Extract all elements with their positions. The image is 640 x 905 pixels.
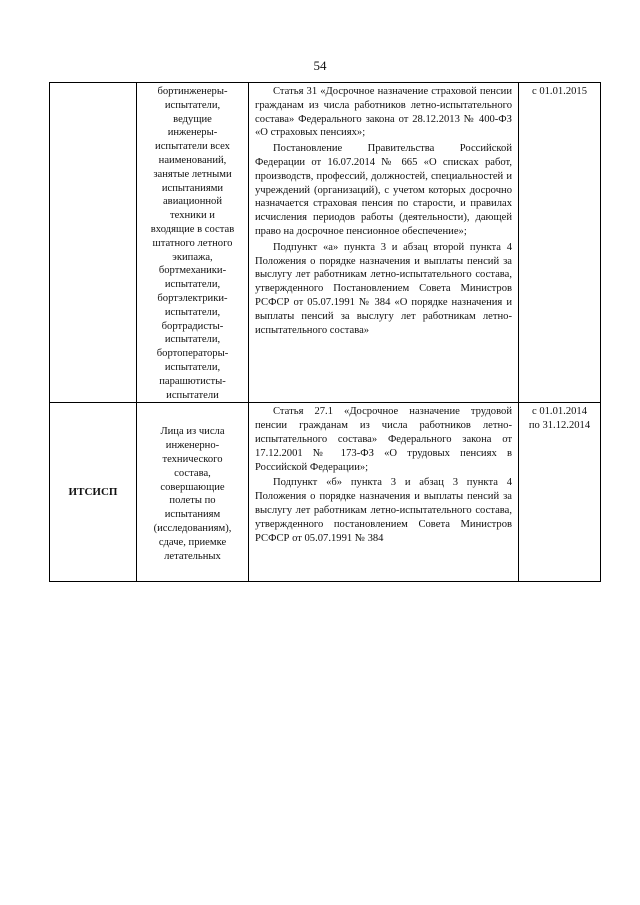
date-end: по 31.12.2014 — [528, 420, 591, 432]
page-number: 54 — [313, 58, 327, 73]
code-cell: ИТСИСП — [50, 403, 137, 582]
personnel-line: Лица из числа — [160, 426, 225, 438]
personnel-line: испытатели, — [164, 361, 221, 373]
personnel-line: инженеры- — [167, 127, 218, 139]
personnel-line: ведущие — [173, 113, 212, 125]
personnel-line: бортэлектрики- — [157, 292, 228, 304]
legal-paragraph: Постановление Правительства Российской Федерации от 16.07.2014 № 665 «О списках работ, производств, профессий, должностей, специальностей и учреждений (организаций), с учетом которых досрочно назначается страховая пенсия по старости, и правилах исчисления периодов работы (деятельности), дающей право на досрочное пенсионное обеспечение»; — [255, 143, 512, 237]
legal-paragraph: Подпункт «б» пункта 3 и абзац 3 пункта 4 Положения о порядке назначения и выплаты пенсий за выслугу лет работникам летно-испытательного состава, утвержденного постановлением Совета Министров РСФСР от 05.07.1991 № 384 — [255, 477, 512, 544]
personnel-line: парашютисты- — [159, 375, 226, 387]
personnel-line: испытатели, — [164, 306, 221, 318]
personnel-line: бортинженеры- — [157, 86, 228, 97]
personnel-line: испытатели всех — [155, 141, 230, 153]
date-start: с 01.01.2014 — [531, 406, 588, 418]
personnel-line: штатного летного — [152, 237, 233, 249]
personnel-line: инженерно- — [165, 440, 220, 452]
personnel-line: полеты по — [169, 495, 216, 507]
legal-paragraph: Статья 31 «Досрочное назначение страховой пенсии гражданам из числа работников летно-испытательного состава» Федерального закона от 28.12.2013 № 400-ФЗ «О страховых пенсиях»; — [255, 86, 512, 139]
personnel-line: экипажа, — [172, 251, 213, 263]
personnel-line: состава, — [174, 467, 211, 479]
personnel-line: испытатели, — [164, 99, 221, 111]
date-cell — [519, 403, 601, 582]
personnel-cell — [137, 83, 249, 403]
personnel-line: испытатели, — [164, 279, 221, 291]
personnel-line: бортрадисты- — [161, 320, 224, 332]
personnel-line: испытаниями — [161, 182, 224, 194]
personnel-line: бортоператоры- — [156, 348, 229, 360]
personnel-line: испытатели, — [164, 334, 221, 346]
legal-paragraph: Статья 27.1 «Досрочное назначение трудовой пенсии гражданам из числа работников летно-испытательного состава» Федерального закона от 17.12.2001 № 173-ФЗ «О трудовых пенсиях в Российской Федерации»; — [255, 406, 512, 473]
table-row — [50, 83, 601, 403]
personnel-line: техники и — [170, 210, 215, 222]
table-row — [50, 403, 601, 582]
personnel-line: испытатели — [166, 389, 219, 401]
personnel-line: бортмеханики- — [158, 265, 227, 277]
personnel-line: (исследованиям), — [153, 522, 232, 534]
personnel-line: технического — [162, 453, 223, 465]
personnel-cell — [137, 403, 249, 582]
personnel-line: сдаче, приемке — [158, 536, 227, 548]
personnel-line: входящие в состав — [150, 223, 235, 235]
pension-table — [49, 82, 601, 582]
legal-paragraph: Подпункт «а» пункта 3 и абзац второй пункта 4 Положения о порядке назначения и выплаты пенсий за выслугу лет работникам летно-испытательного состава, утвержденного Постановлением Совета Министров РСФСР от 05.07.1991 № 384 «О порядке назначения и выплаты пенсий за выслугу лет работникам летно-испытательного состава» — [255, 241, 512, 336]
legal-basis-cell — [249, 83, 519, 403]
personnel-line: авиационной — [162, 196, 223, 208]
personnel-line: занятые летными — [153, 168, 232, 180]
legal-basis-cell — [249, 403, 519, 582]
personnel-line: испытаниям — [164, 509, 221, 521]
personnel-line: наименований, — [158, 154, 227, 166]
personnel-line: совершающие — [160, 481, 225, 493]
date-cell: с 01.01.2015 — [519, 83, 601, 403]
personnel-line: летательных — [164, 550, 221, 562]
code-cell — [50, 83, 137, 403]
